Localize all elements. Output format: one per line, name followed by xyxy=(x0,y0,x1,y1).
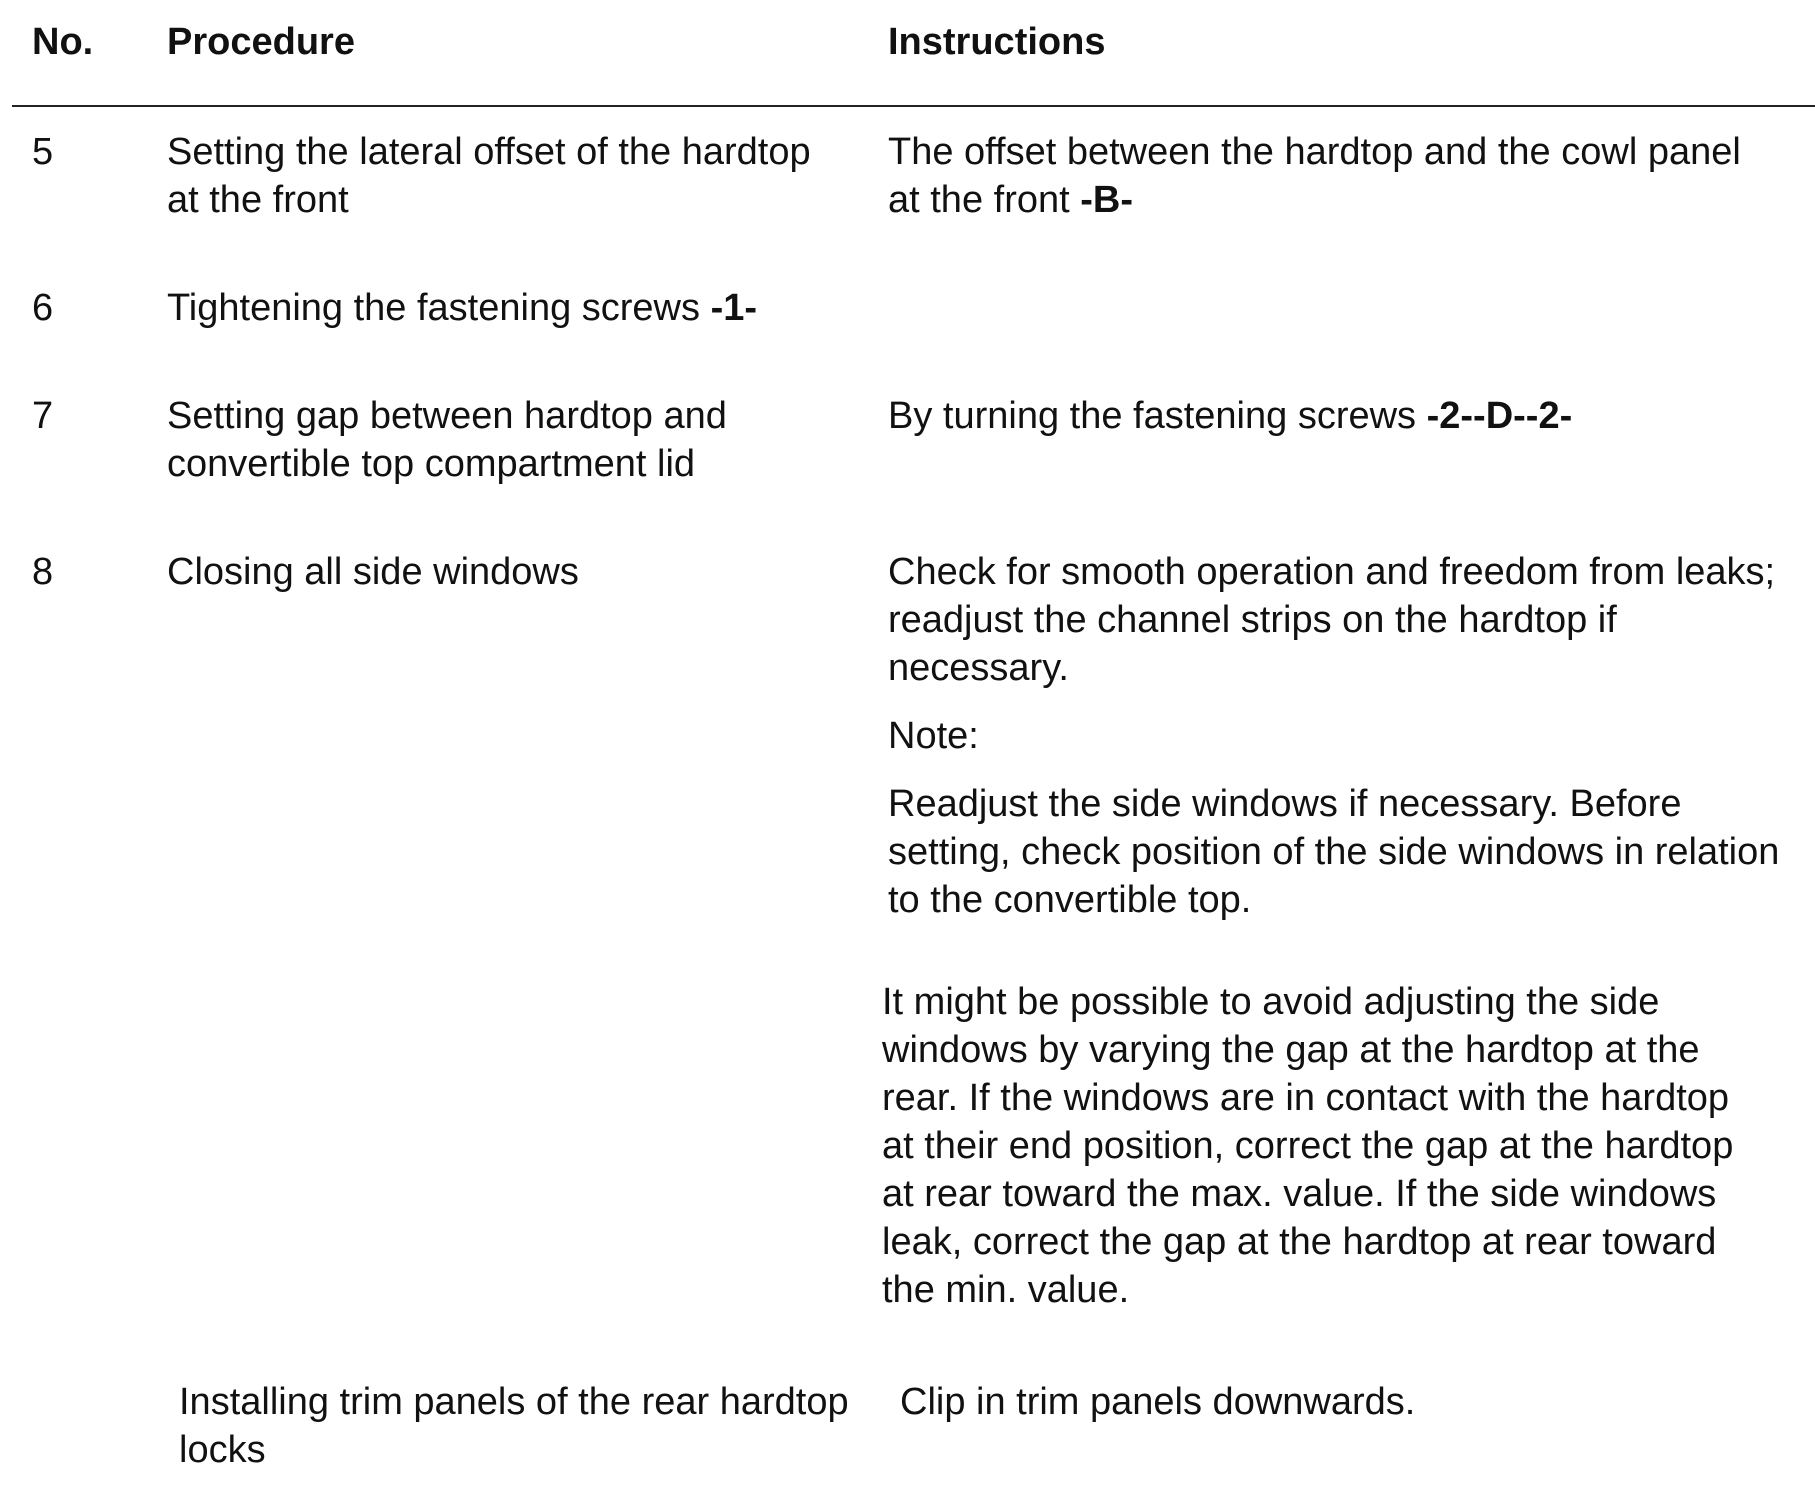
instruction-line: Readjust the side windows if necessary. Before xyxy=(888,783,1682,825)
instruction-line: necessary. xyxy=(888,647,1069,689)
instruction-line xyxy=(888,176,1133,224)
instruction-text: at the front xyxy=(888,179,1081,221)
header-procedure: Procedure xyxy=(167,21,355,63)
row-number: 7 xyxy=(32,395,54,437)
instruction-line: the min. value. xyxy=(882,1269,1130,1311)
instruction-text: By turning the fastening screws xyxy=(888,395,1427,437)
instruction-line: readjust the channel strips on the hardtop if xyxy=(888,599,1617,641)
header-divider xyxy=(12,105,1815,107)
procedure-line: Closing all side windows xyxy=(167,551,579,593)
instruction-line: at rear toward the max. value. If the side windows xyxy=(882,1173,1717,1215)
row-number: 8 xyxy=(32,551,54,593)
procedure-line: Setting the lateral offset of the hardtop xyxy=(167,131,811,173)
instruction-line: setting, check position of the side windows in relation xyxy=(888,831,1780,873)
callout-label: -2--D--2- xyxy=(1426,395,1573,437)
procedure-line: Setting gap between hardtop and xyxy=(167,395,727,437)
instruction-line: leak, correct the gap at the hardtop at rear toward xyxy=(882,1221,1717,1263)
instruction-line: windows by varying the gap at the hardtop at the xyxy=(882,1029,1700,1071)
procedure-line: locks xyxy=(179,1429,266,1471)
callout-label: -B- xyxy=(1080,179,1133,221)
instruction-line: Check for smooth operation and freedom from leaks; xyxy=(888,551,1776,593)
note-label: Note: xyxy=(888,715,979,757)
instruction-line: rear. If the windows are in contact with the hardtop xyxy=(882,1077,1730,1119)
procedure-line: at the front xyxy=(167,179,349,221)
procedure-line xyxy=(167,284,757,332)
instruction-line: Clip in trim panels downwards. xyxy=(900,1381,1416,1423)
instruction-line: at their end position, correct the gap at the hardtop xyxy=(882,1125,1734,1167)
header-instructions: Instructions xyxy=(888,21,1106,63)
procedure-text: Tightening the fastening screws xyxy=(167,287,711,329)
procedure-line: Installing trim panels of the rear hardtop xyxy=(179,1381,849,1423)
row-number: 5 xyxy=(32,131,54,173)
header-no: No. xyxy=(32,21,94,63)
instruction-line: The offset between the hardtop and the cowl panel xyxy=(888,131,1741,173)
instruction-line: It might be possible to avoid adjusting the side xyxy=(882,981,1660,1023)
instruction-line xyxy=(888,392,1572,440)
procedure-line: convertible top compartment lid xyxy=(167,443,696,485)
row-number: 6 xyxy=(32,287,54,329)
instruction-line: to the convertible top. xyxy=(888,879,1252,921)
callout-label: -1- xyxy=(710,287,758,329)
